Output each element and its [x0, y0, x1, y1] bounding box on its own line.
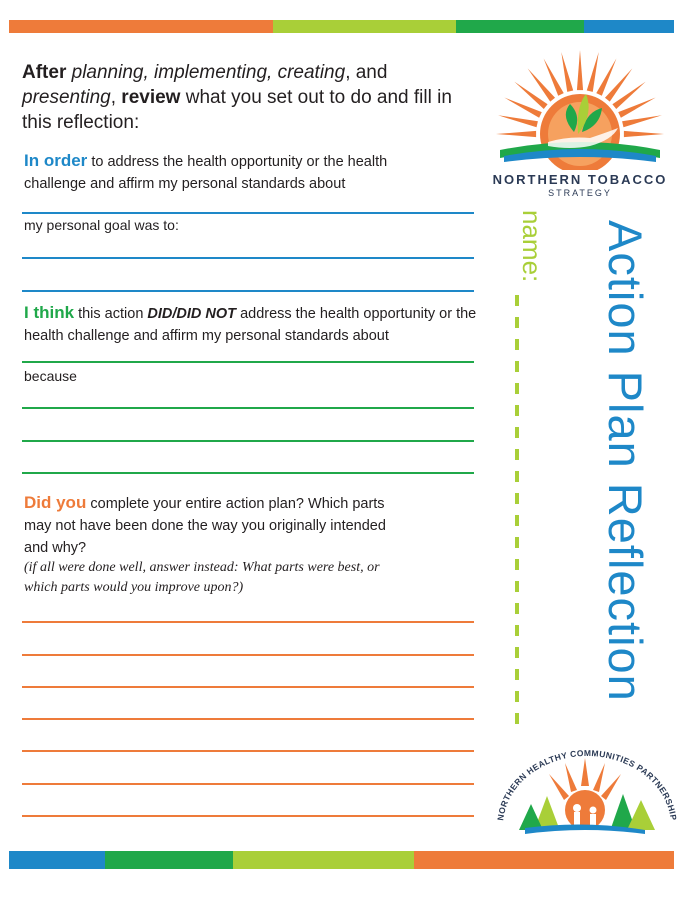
goal-label: my personal goal was to: [24, 217, 179, 233]
answer-line-plan-1[interactable] [22, 621, 474, 623]
top-color-bar-green [456, 20, 584, 33]
sun-ray-icon [624, 131, 664, 137]
bottom-color-bar-green [105, 851, 233, 869]
i-think-text-before: this action [78, 306, 144, 322]
sun-hand-leaf-icon [490, 46, 670, 170]
answer-line-plan-2[interactable] [22, 654, 474, 656]
answer-line-because-3[interactable] [22, 472, 474, 474]
sun-ray-icon [496, 131, 536, 137]
answer-line-plan-5[interactable] [22, 750, 474, 752]
did-not-word: DID NOT [176, 306, 237, 322]
did-you-text: complete your entire action plan? Which parts may not have been done the way you originally intended and why? [24, 496, 386, 556]
did-you-note: (if all were done well, answer instead: What parts were best, or which parts would you improve upon?) [24, 560, 380, 595]
top-color-bar-lime [273, 20, 456, 33]
top-color-bar-orange [9, 20, 273, 33]
in-order-heading: In order [24, 151, 88, 170]
answer-line-goal-2[interactable] [22, 290, 474, 292]
i-think-text-after: address the health opportunity or the health challenge and affirm my personal standards about [24, 306, 477, 344]
intro-after: After [22, 62, 67, 83]
intro-rest: what you set out to do and fill in this reflection: [22, 87, 452, 133]
section-i-think [24, 302, 494, 347]
in-order-text: to address the health opportunity or the health challenge and affirm my personal standards about [24, 154, 388, 192]
answer-line-plan-3[interactable] [22, 686, 474, 688]
sun-ray-icon [577, 50, 583, 90]
answer-line-because-1[interactable] [22, 407, 474, 409]
bottom-color-bar-orange [414, 851, 674, 869]
did-you-heading: Did you [24, 493, 87, 512]
intro-instructions [22, 60, 462, 135]
sun-ray-icon [498, 115, 538, 127]
intro-review: review [121, 87, 181, 108]
intro-planning: planning, implementing, creating [71, 62, 346, 83]
sun-ray-icon [587, 52, 599, 92]
bottom-color-bar-blue [9, 851, 105, 869]
answer-line-plan-7[interactable] [22, 815, 474, 817]
because-label: because [24, 368, 77, 384]
name-field-dashed-line[interactable] [515, 295, 519, 731]
i-think-heading: I think [24, 303, 75, 322]
section-did-you [24, 492, 394, 559]
nts-logo-sub: STRATEGY [548, 188, 612, 198]
sun-ray-icon [561, 52, 573, 92]
intro-presenting: presenting [22, 87, 111, 108]
answer-line-think-standards[interactable] [22, 361, 474, 363]
page-title: Action Plan Reflection [599, 220, 652, 702]
nhcp-logo-text: NORTHERN HEALTHY COMMUNITIES PARTNERSHIP [495, 747, 679, 822]
sun-trees-family-icon [485, 738, 684, 838]
section-in-order [24, 150, 444, 195]
top-color-bar-blue [584, 20, 674, 33]
answer-line-goal-1[interactable] [22, 257, 474, 259]
bottom-color-bar-lime [233, 851, 414, 869]
sun-ray-icon [622, 115, 662, 127]
nhcp-logo [485, 738, 684, 838]
name-label: name: [517, 210, 547, 283]
northern-tobacco-strategy-logo [490, 46, 670, 170]
nts-logo-name: NORTHERN TOBACCO [492, 172, 668, 187]
answer-line-because-2[interactable] [22, 440, 474, 442]
answer-line-standards[interactable] [22, 212, 474, 214]
intro-and: , and [345, 62, 388, 83]
answer-line-plan-4[interactable] [22, 718, 474, 720]
intro-comma: , [110, 87, 117, 108]
answer-line-plan-6[interactable] [22, 783, 474, 785]
did-word: DID/ [147, 306, 177, 322]
